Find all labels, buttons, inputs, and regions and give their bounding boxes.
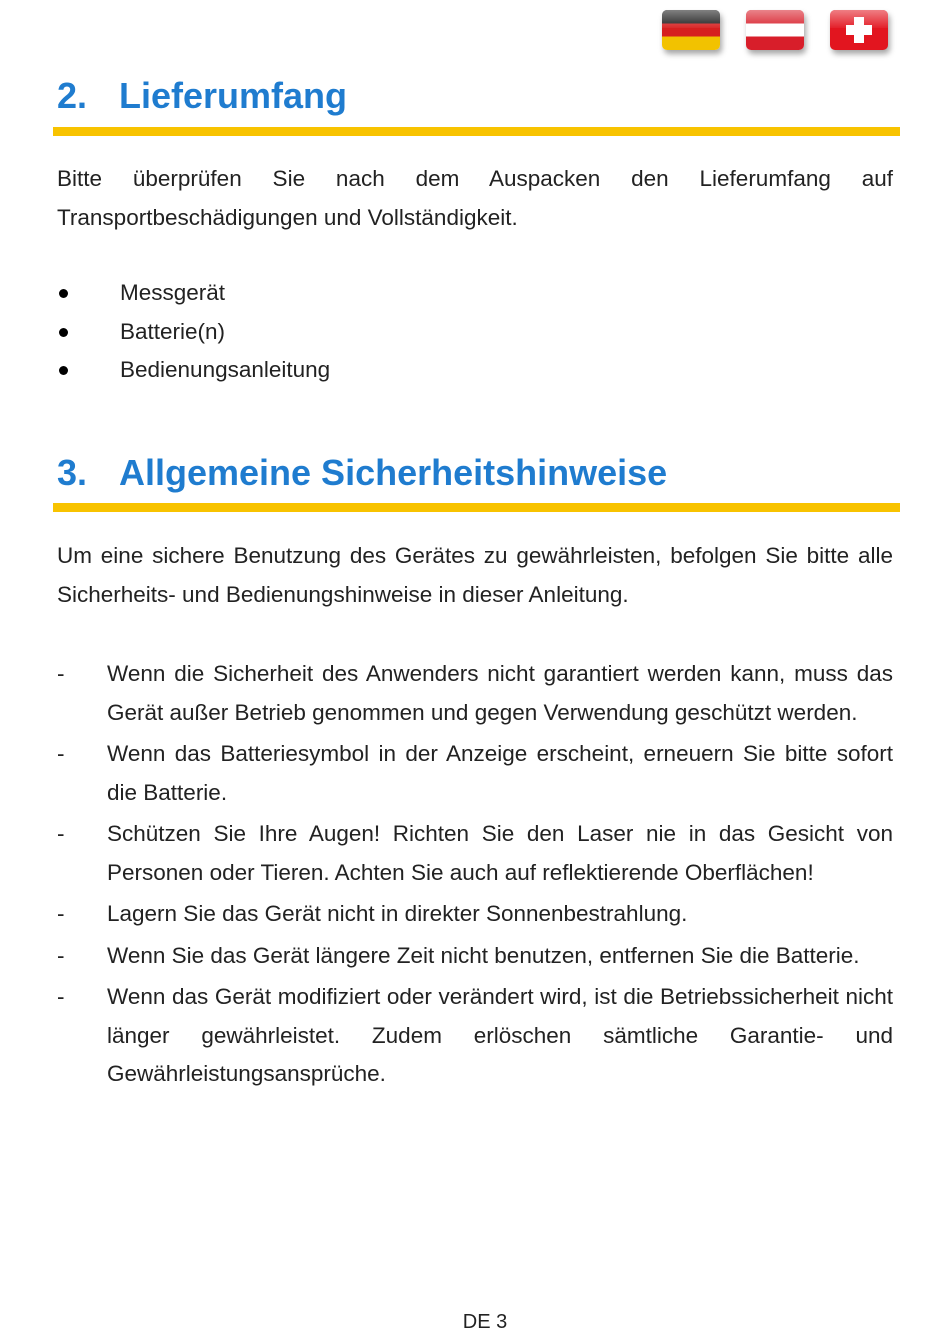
page-number: DE 3	[462, 1311, 508, 1333]
section-2-number: 2.	[57, 75, 88, 116]
bullet-icon	[59, 289, 68, 298]
list-item	[57, 895, 893, 934]
list-item	[57, 937, 893, 976]
section-3-number: 3.	[57, 452, 88, 493]
list-item-text: Schützen Sie Ihre Augen! Richten Sie den Laser nie in das Gesicht von Personen oder Tieren. Achten Sie auch auf reflektierende Oberflächen!	[107, 821, 893, 885]
dash-marker: -	[57, 741, 65, 766]
dash-marker: -	[57, 661, 65, 686]
list-item	[57, 351, 330, 390]
language-flags	[662, 10, 890, 56]
dash-marker: -	[57, 901, 65, 926]
germany-flag-icon	[662, 10, 720, 50]
list-item-text: Wenn die Sicherheit des Anwenders nicht garantiert werden kann, muss das Gerät außer Betrieb genommen und gegen Verwendung geschützt werden.	[107, 661, 893, 725]
section-2-heading	[57, 76, 347, 116]
list-item	[57, 735, 893, 812]
list-item	[57, 815, 893, 892]
section-3-heading	[57, 453, 667, 493]
dash-marker: -	[57, 984, 65, 1009]
austria-flag-icon	[746, 10, 804, 50]
safety-notes-list	[57, 655, 893, 1097]
list-item-text: Lagern Sie das Gerät nicht in direkter Sonnenbestrahlung.	[107, 901, 688, 926]
section-3-intro: Um eine sichere Benutzung des Gerätes zu gewährleisten, befolgen Sie bitte alle Sicherheits- und Bedienungshinweise in dieser Anleitung.	[57, 543, 893, 607]
bullet-icon	[59, 328, 68, 337]
list-item	[57, 655, 893, 732]
bullet-icon	[59, 366, 68, 375]
list-item-label: Messgerät	[120, 280, 226, 305]
section-2-intro: Bitte überprüfen Sie nach dem Auspacken den Lieferumfang auf Transportbeschädigungen und Vollständigkeit.	[57, 166, 893, 230]
dash-marker: -	[57, 821, 65, 846]
list-item-text: Wenn das Gerät modifiziert oder verändert wird, ist die Betriebssicherheit nicht länger gewährleistet. Zudem erlöschen sämtliche Garantie- und Gewährleistungsansprüche.	[107, 984, 893, 1086]
list-item	[57, 274, 330, 313]
delivery-contents-list	[57, 274, 330, 390]
swiss-cross-horizontal	[846, 25, 872, 35]
section-2-divider	[53, 127, 900, 136]
list-item-text: Wenn Sie das Gerät längere Zeit nicht benutzen, entfernen Sie die Batterie.	[107, 942, 860, 968]
list-item	[57, 313, 330, 352]
list-item	[57, 978, 893, 1094]
section-2-title: Lieferumfang	[119, 75, 348, 116]
list-item-label: Batterie(n)	[120, 318, 226, 344]
list-item-label: Bedienungsanleitung	[120, 357, 331, 382]
list-item-text: Wenn das Batteriesymbol in der Anzeige erscheint, erneuern Sie bitte sofort die Batterie.	[107, 741, 893, 805]
switzerland-flag-icon	[830, 10, 888, 50]
section-3-title: Allgemeine Sicherheitshinweise	[119, 452, 668, 493]
dash-marker: -	[57, 942, 65, 968]
section-3-divider	[53, 503, 900, 512]
